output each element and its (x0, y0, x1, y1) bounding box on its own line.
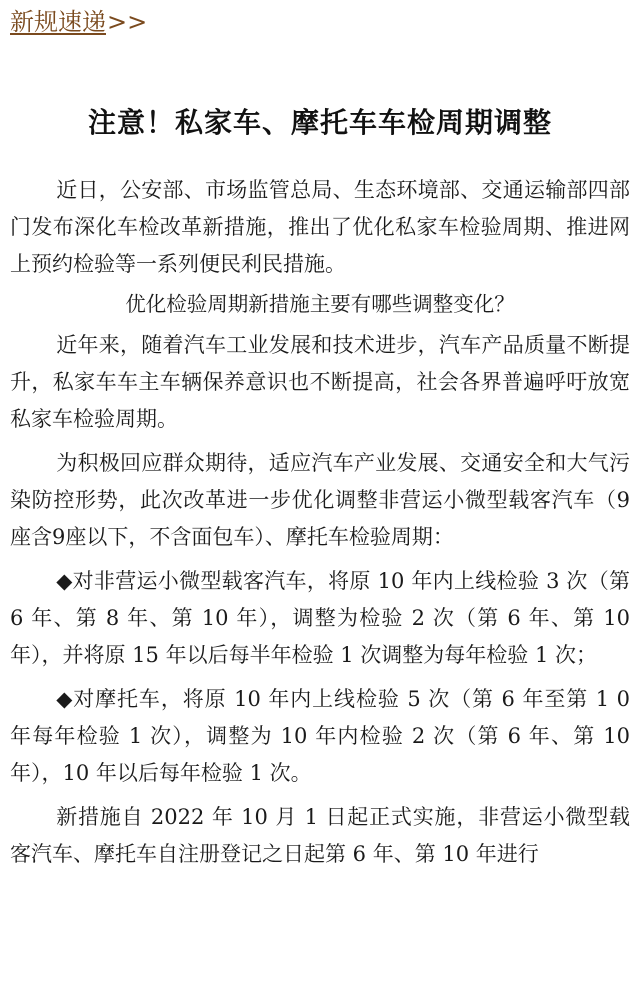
article-subheading: 优化检验周期新措施主要有哪些调整变化？ (125, 292, 515, 316)
section-link-label: 新规速递 (10, 8, 106, 36)
article-title: 注意！私家车、摩托车车检周期调整 (87, 105, 552, 139)
article-paragraph-background: 近年来，随着汽车工业发展和技术进步，汽车产品质量不断提升，私家车车主车辆保养意识也不断提高，社会各界普遍呼吁放宽私家车检验周期。 (10, 333, 630, 431)
section-link-new-regulations[interactable] (10, 6, 147, 38)
double-chevron-right-icon: >> (107, 8, 148, 36)
article-bullet-passenger-cars: ◆对非营运小微型载客汽车，将原 10 年内上线检验 3 次（第 6 年、第 8 年、第 10 年），调整为检验 2 次（第 6 年、第 10 年），并将原 15 年以后每半年检验 1 次调整为每年检验 1 次； (10, 569, 630, 667)
article-paragraph-effective-date: 新措施自 2022 年 10 月 1 日起正式实施，非营运小微型载客汽车、摩托车自注册登记之日起第 6 年、第 10 年进行 (10, 805, 630, 866)
article-bullet-motorcycles: ◆对摩托车，将原 10 年内上线检验 5 次（第 6 年至第 1 0 年每年检验 1 次），调整为 10 年内检验 2 次（第 6 年、第 10 年），10 年以后每年检验 1 次。 (10, 687, 630, 785)
article-body (10, 172, 630, 880)
article-paragraph-intro: 近日，公安部、市场监管总局、生态环境部、交通运输部四部门发布深化车检改革新措施，推出了优化私家车检验周期、推进网上预约检验等一系列便民利民措施。 (10, 178, 630, 276)
article-paragraph-adjustment: 为积极回应群众期待，适应汽车产业发展、交通安全和大气污染防控形势，此次改革进一步优化调整非营运小微型载客汽车（9座含9座以下，不含面包车）、摩托车检验周期： (10, 451, 630, 549)
